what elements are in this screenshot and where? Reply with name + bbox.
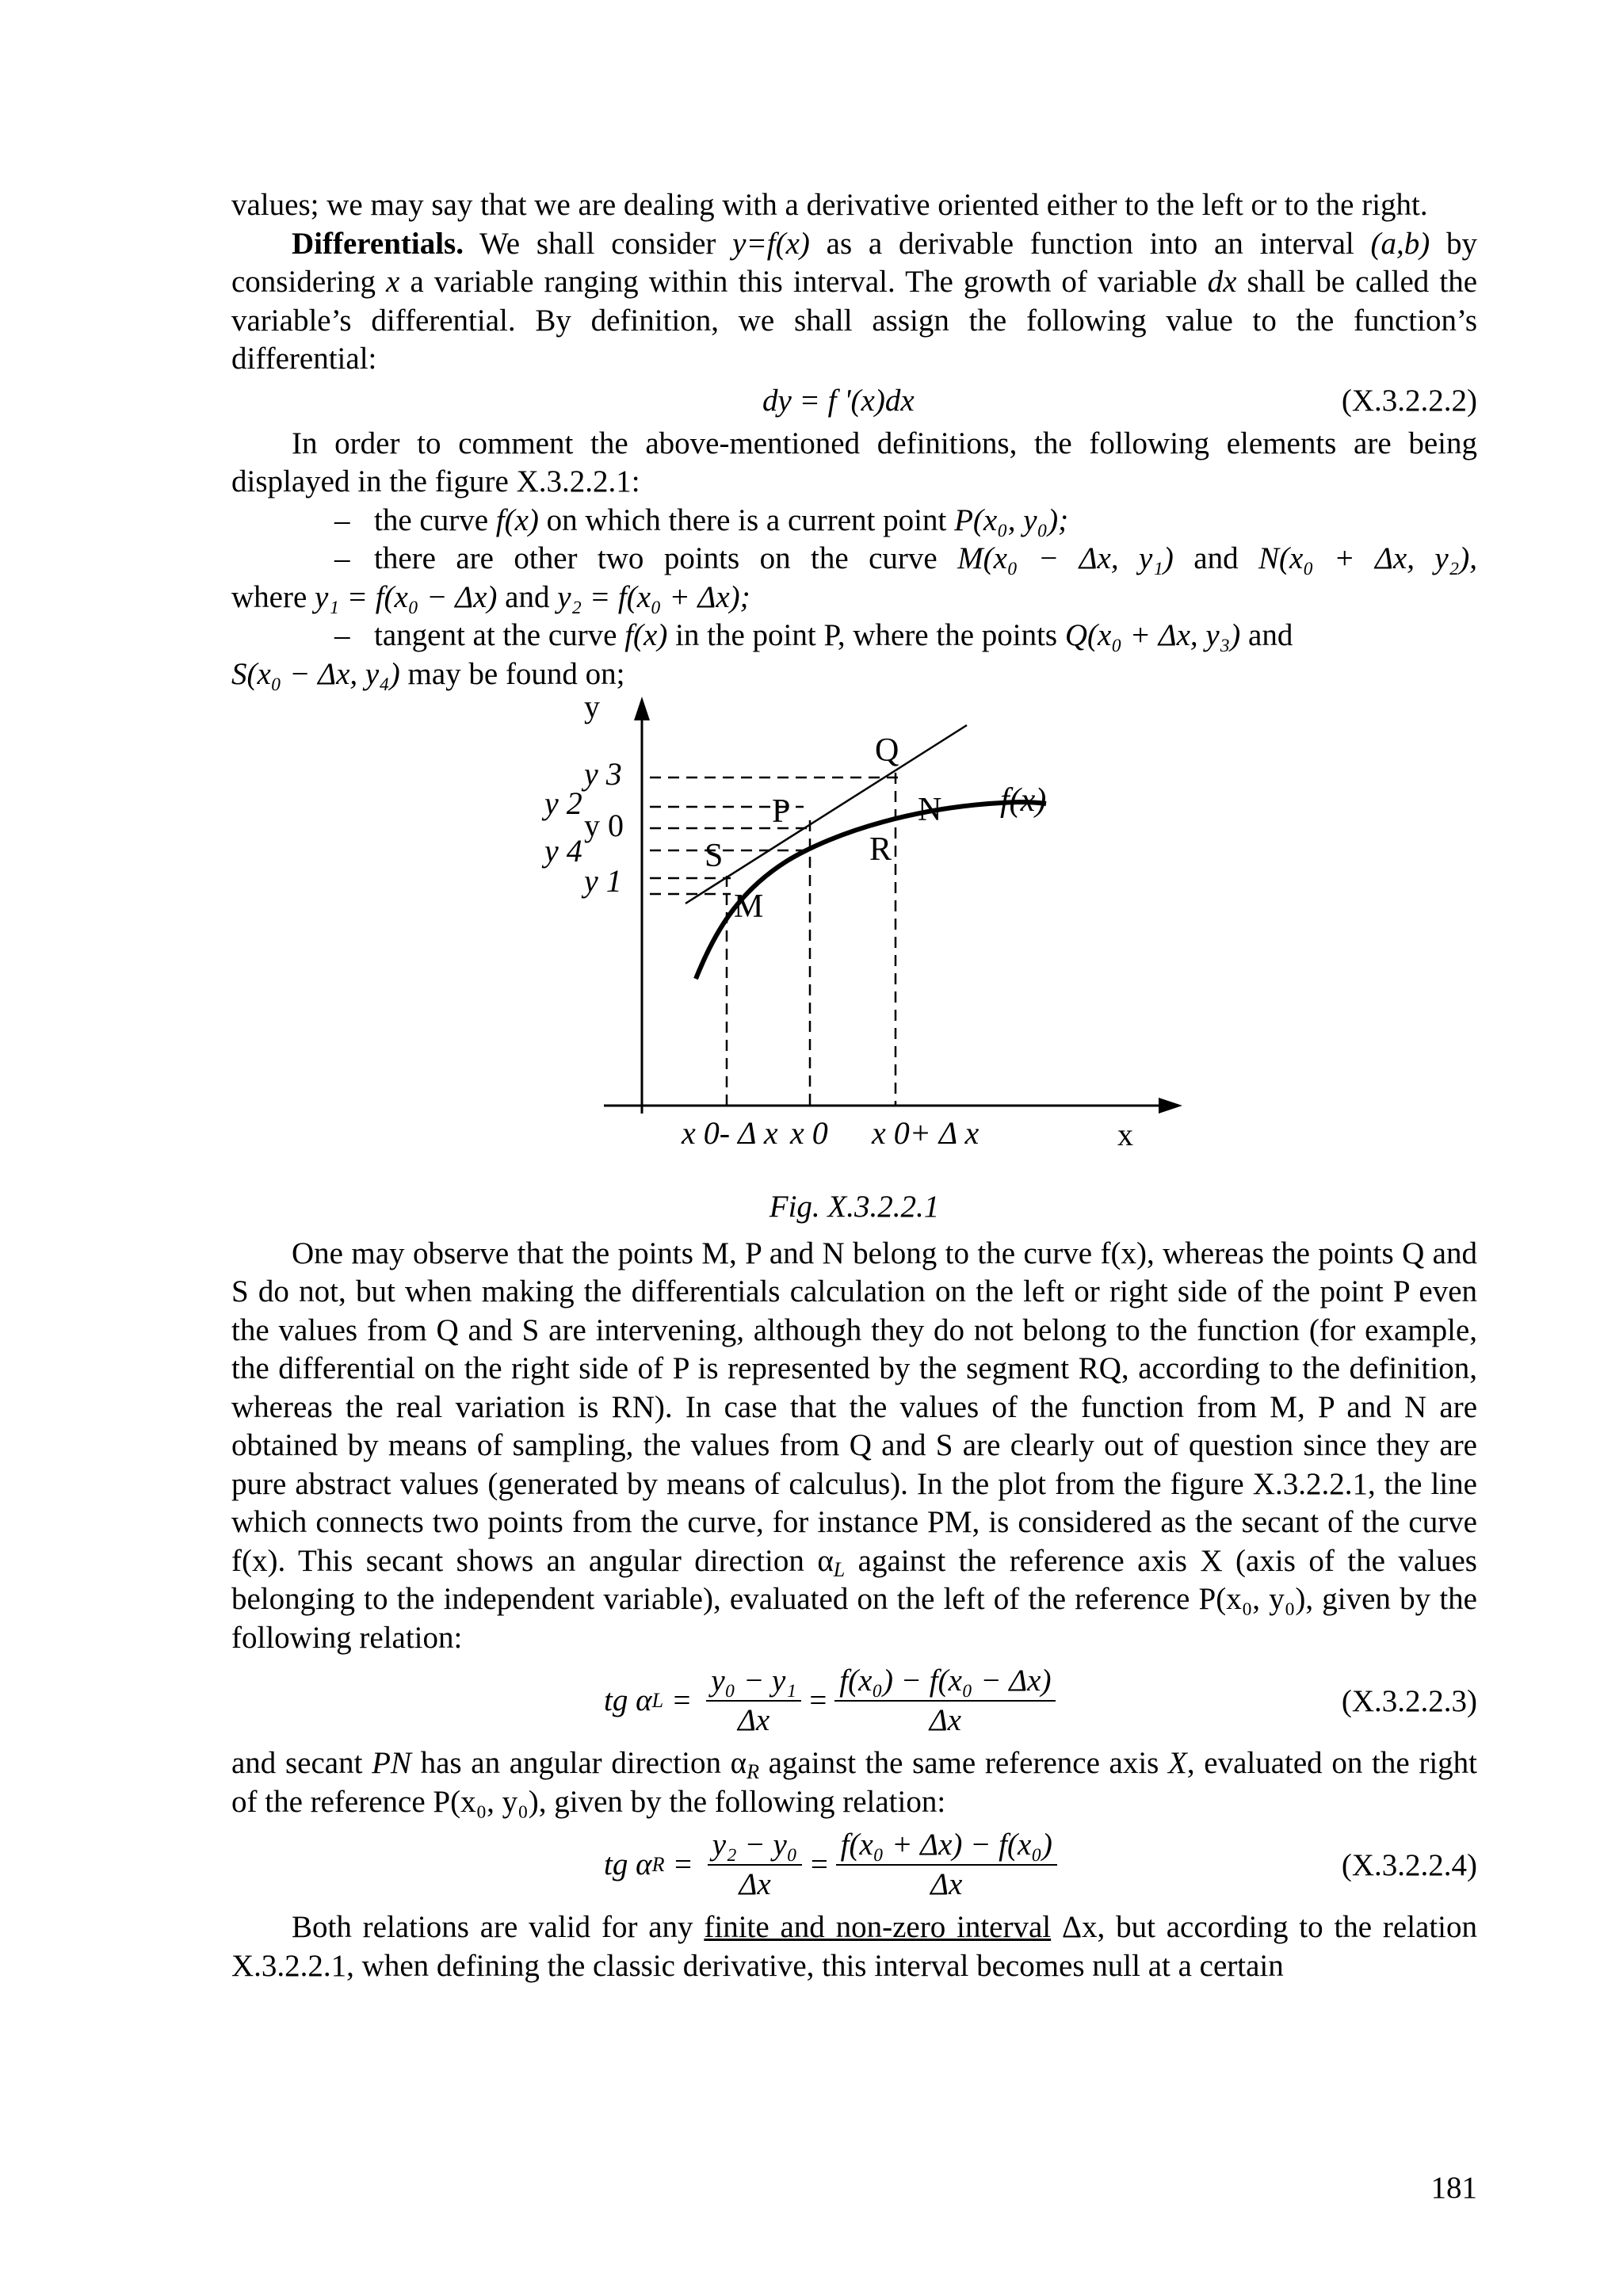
y-axis-arrow [634,697,650,720]
label-x0-plus-dx: x 0+ Δ x [872,1115,980,1151]
observe-paragraph: One may observe that the points M, P and N belong to the curve f(x), whereas the points Q and S do not, but when making the differentials calculation on the left or right side of the point P even the values from Q and S are intervening, although they do not belong to the function (for example, the differential on the right side of P is represented by the segment RQ, according to the definition, whereas the real variation is RN). In case that the values of the function from M, P and N are obtained by means of sampling, the values from Q and S are clearly out of question since they are pure abstract values (generated by means of calculus). In the plot from the figure X.3.2.2.1, the line which connects two points from the curve, for instance PM, is considered as the secant of the curve f(x). This secant shows an angular direction $\alpha_L$ against the reference axis X (axis of the values belonging to the independent variable), evaluated on the left of the reference P(x₀, y₀), given by the following relation: [231,1236,1477,1655]
equation-number: (X.3.2.2.4) [1341,1848,1477,1882]
bullet-points-mn: – there are other two points on the curve M(x₀ − Δx, y₁) and N(x₀ + Δx, y₂), [231,540,1477,579]
label-r: R [869,831,892,868]
label-y1: y 1 [584,863,622,899]
label-q: Q [875,732,899,769]
intro-paragraph: values; we may say that we are dealing with a derivative oriented either to the left or to the right. [231,188,1428,222]
label-m: M [734,888,764,925]
differentials-heading: Differentials. [292,226,464,261]
figure-tangent-diagram [231,693,1477,1185]
label-p: P [772,793,791,830]
equation-x32222 [231,379,1477,425]
y-axis-label: y [584,693,600,724]
page-body [231,186,1477,1985]
comment-paragraph: In order to comment the above-mentioned definitions, the following elements are being displayed in the figure X.3.2.2.1: [231,426,1477,499]
differentials-paragraph: Differentials. We shall consider y=f(x) as a derivable function into an interval (a,b) by considering x a variable ranging within this interval. The growth of variable dx shall be called the variable’s differential. By definition, we shall assign the following value to the function’s differential: [231,226,1478,376]
label-x0: x 0 [790,1115,828,1151]
bullet-curve: – the curve f(x) on which there is a current point P(x₀, y₀); [231,502,1477,541]
equation-formula: dy = f ʹ(x)dx [762,383,915,418]
figure-caption: Fig. X.3.2.2.1 [769,1190,940,1224]
both-relations-paragraph: Both relations are valid for any finite and non-zero interval Δx, but according to the relation X.3.2.2.1, when defining the classic derivative, this interval becomes null at a certain [231,1910,1478,1983]
page-number: 181 [1430,2171,1477,2205]
x-axis-label: x [1117,1117,1133,1152]
equation-number: (X.3.2.2.2) [1341,383,1477,418]
label-y4: y 4 [544,833,582,869]
x-axis-arrow [1159,1098,1182,1114]
bullet-points-where: where y₁ = f(x₀ − Δx) and y₂ = f(x₀ + Δx); [231,579,750,614]
label-s: S [705,838,724,874]
secant-pn-paragraph: and secant PN has an angular direction $\alpha_R$ against the same reference axis X, evaluated on the right of the reference P(x₀, y₀), given by the following relation: [231,1746,1477,1819]
equation-number: (X.3.2.2.3) [1341,1684,1477,1718]
equation-x32224: tg α R = $\frac{\text{y₂ − y₀}}{\Delta x}$ = $\frac{\text{f(x₀ + Δx) − f(x₀)}}{\Delta x}$ (X.3.2.2.4) [604,1828,1477,1901]
label-y3: y 3 [584,756,622,792]
label-n: N [918,792,942,828]
bullet-tangent: – tangent at the curve f(x) in the point P, where the points Q(x₀ + Δx, y₃) and [231,617,1477,655]
bullet-tangent-cont: S(x₀ − Δx, y₄) may be found on; [231,656,625,691]
label-fx: f(x) [1000,782,1047,819]
label-y2: y 2 [544,785,582,821]
label-x0-minus-dx: x 0- Δ x [682,1115,778,1151]
equation-x32223: tg α L = $\frac{\text{y₀ − y₁}}{\Delta x}$ = $\frac{\text{f(x₀) − f(x₀ − Δx)}}{\Delta x}$ (X.3.2.2.3) [604,1664,1477,1737]
diagram-svg [231,693,1477,1185]
label-y0: y 0 [584,808,624,843]
